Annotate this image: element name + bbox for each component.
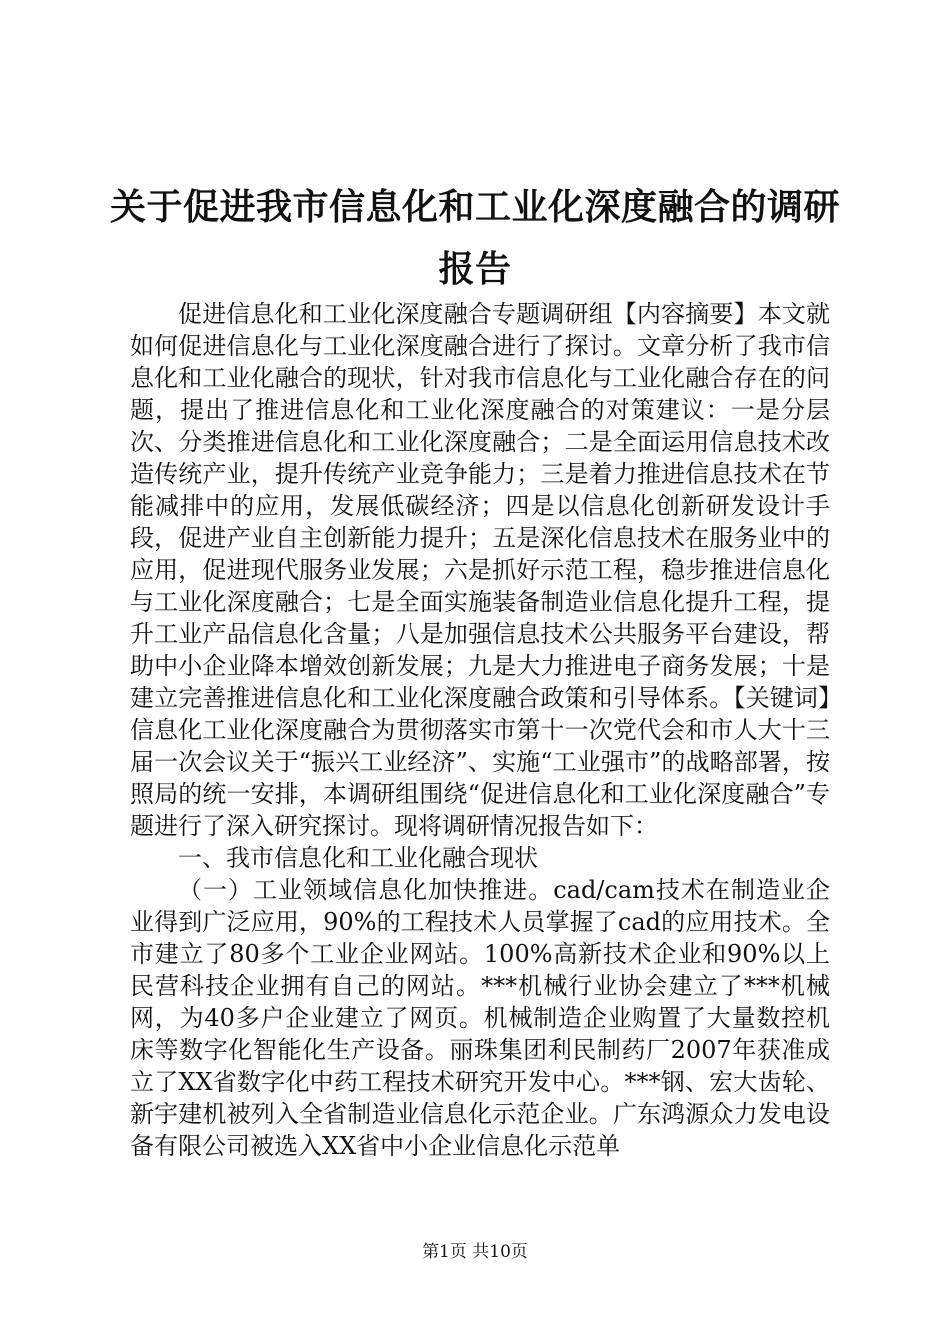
document-title-line-2: 报告 — [438, 249, 512, 290]
abstract-paragraph: 促进信息化和工业化深度融合专题调研组【内容摘要】本文就如何促进信息化与工业化深度融合进行了探讨。文章分析了我市信息化和工业化融合的现状，针对我市信息化与工业化融合存在的问题，提出了推进信息化和工业化深度融合的对策建议：一是分层次、分类推进信息化和工业化深度融合；二是全面运用信息技术改造传统产业，提升传统产业竞争能力；三是着力推进信息技术在节能减排中的应用，发展低碳经济；四是以信息化创新研发设计手段，促进产业自主创新能力提升；五是深化信息技术在服务业中的应用，促进现代服务业发展；六是抓好示范工程，稳步推进信息化与工业化深度融合；七是全面实施装备制造业信息化提升工程，提升工业产品信息化含量；八是加强信息技术公共服务平台建设，帮助中小企业降本增效创新发展；九是大力推进电子商务发展；十是建立完善推进信息化和工业化深度融合政策和引导体系。【关键词】信息化工业化深度融合为贯彻落实市第十一次党代会和市人大十三届一次会议关于“振兴工业经济”、实施“工业强市”的战略部署，按照局的统一安排，本调研组围绕“促进信息化和工业化深度融合”专题进行了深入研究探讨。现将调研情况报告如下： — [130, 300, 830, 840]
page-number-footer: 第1页 共10页 — [422, 1242, 528, 1262]
section-heading: 一、我市信息化和工业化融合现状 — [178, 844, 538, 872]
document-title-line-1: 关于促进我市信息化和工业化深度融合的调研 — [110, 187, 841, 228]
document-body — [130, 298, 830, 1162]
subsection-paragraph: （一）工业领域信息化加快推进。cad/cam技术在制造业企业得到广泛应用，90%的工程技术人员掌握了cad的应用技术。全市建立了80多个工业企业网站。100%高新技术企业和90%以上民营科技企业拥有自己的网站。***机械行业协会建立了***机械网，为40多户企业建立了网页。机械制造企业购置了大量数控机床等数字化智能化生产设备。丽珠集团利民制药厂2007年获准成立了XX省数字化中药工程技术研究开发中心。***钢、宏大齿轮、新宇建机被列入全省制造业信息化示范企业。广东鸿源众力发电设备有限公司被选入XX省中小企业信息化示范单 — [130, 876, 830, 1160]
